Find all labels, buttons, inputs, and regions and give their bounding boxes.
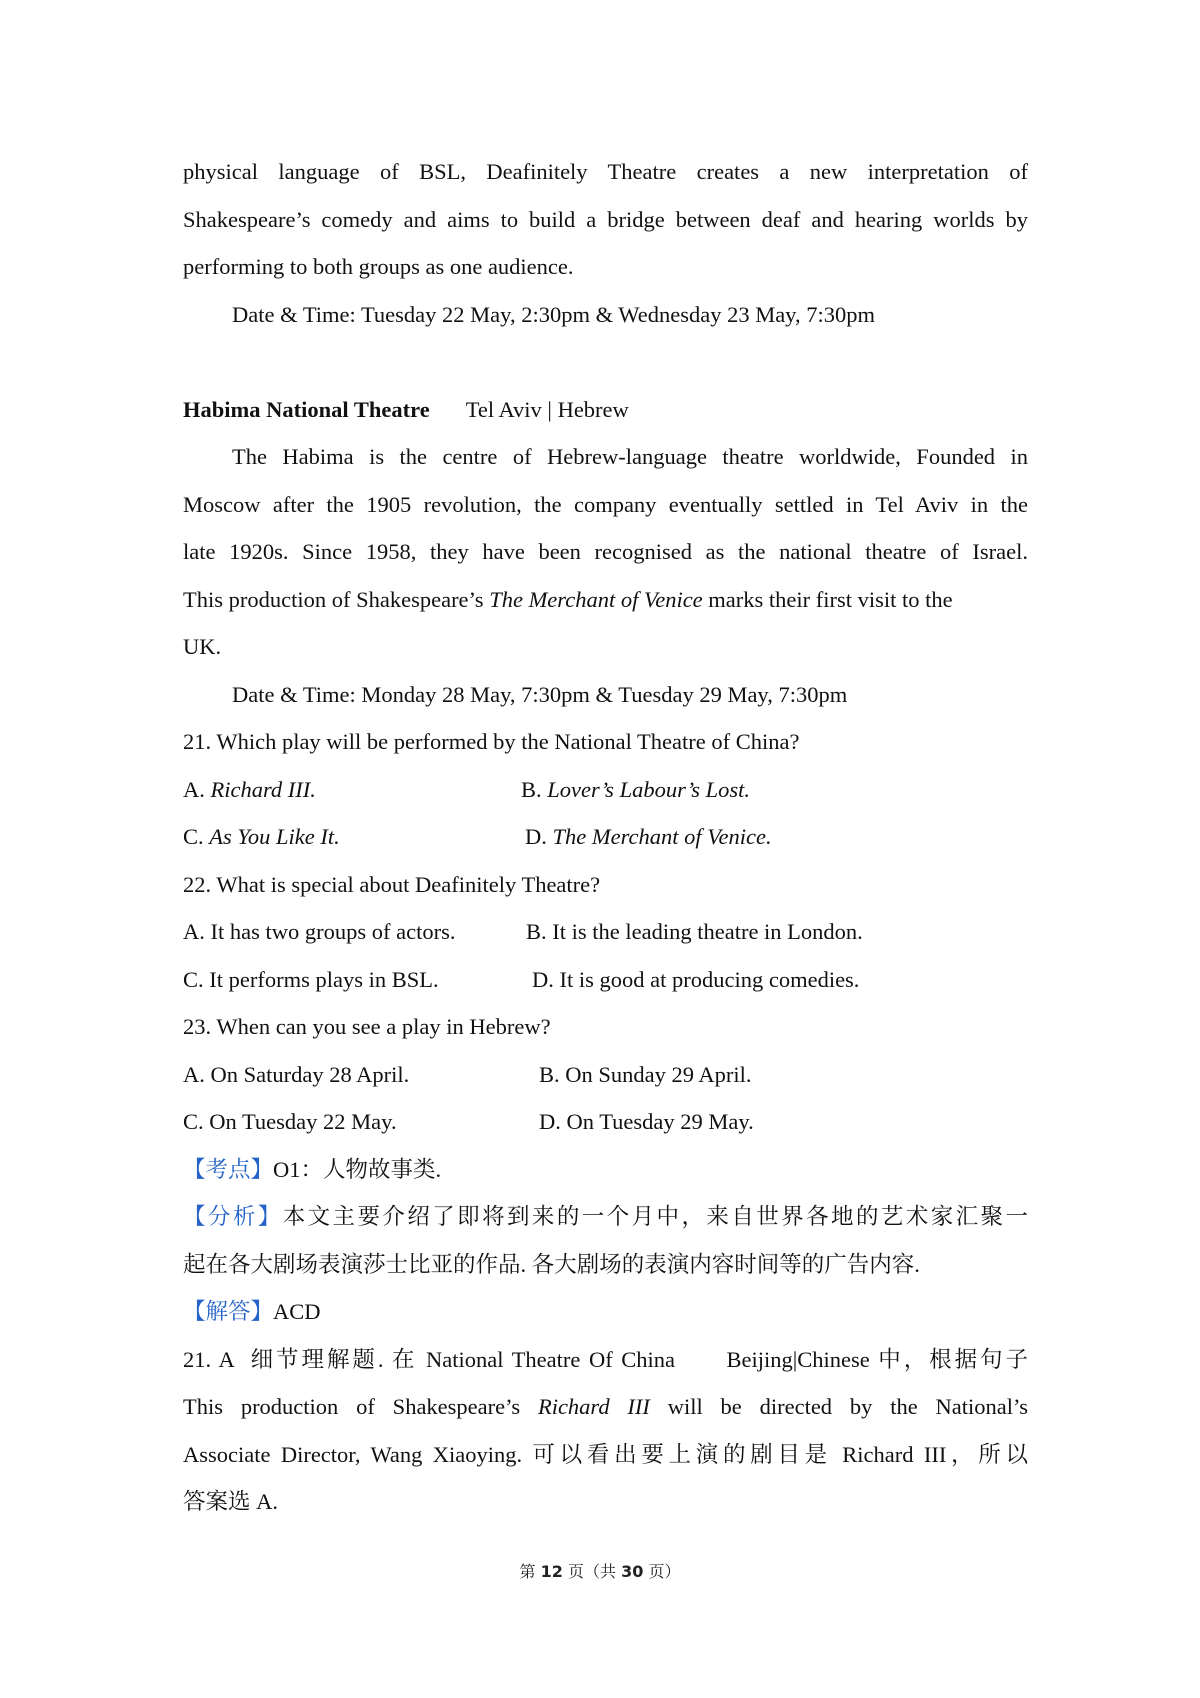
- question-options: [183, 1098, 1028, 1146]
- fenxi-line: 起在各大剧场表演莎士比亚的作品. 各大剧场的表演内容时间等的广告内容.: [183, 1251, 920, 1277]
- kaodian-text: O1：人物故事类.: [273, 1156, 442, 1182]
- play-title: Richard III: [537, 1394, 650, 1419]
- footer-text: 第: [519, 1562, 541, 1581]
- option-letter: B.: [521, 776, 548, 802]
- play-title: The Merchant of Venice: [489, 586, 703, 612]
- date-time-line: Date & Time: Tuesday 22 May, 2:30pm & Wednesday 23 May, 7:30pm: [232, 301, 875, 327]
- jieda-tag: 【解答】: [183, 1299, 274, 1324]
- passage-line: [183, 576, 1028, 624]
- option-text: Richard III.: [210, 776, 316, 802]
- date-time-line: Date & Time: Monday 28 May, 7:30pm & Tuesday 29 May, 7:30pm: [232, 681, 848, 707]
- question-stem: 21. Which play will be performed by the National Theatre of China?: [183, 729, 800, 754]
- page-content: [183, 148, 1028, 1526]
- theatre-name: Habima National Theatre: [183, 396, 430, 422]
- option-letter: C.: [183, 824, 210, 849]
- page-number: 12: [540, 1562, 563, 1581]
- fenxi-tag: 【分析】: [183, 1204, 283, 1229]
- jieda-text: ACD: [273, 1299, 321, 1324]
- fenxi-text: 本文主要介绍了即将到来的一个月中，来自世界各地的艺术家汇聚一: [282, 1204, 1028, 1229]
- text-run: marks their first visit to the: [702, 586, 953, 612]
- passage-line: late 1920s. Since 1958, they have been recognised as the national theatre of Israel.: [183, 539, 1028, 564]
- passage-line: Moscow after the 1905 revolution, the company eventually settled in Tel Aviv in the: [183, 491, 1028, 517]
- passage-line: physical language of BSL, Deafinitely Theatre creates a new interpretation of: [183, 159, 1028, 184]
- text-run: This production of Shakespeare’s: [183, 1394, 538, 1419]
- total-pages: 30: [621, 1562, 644, 1581]
- question-options: [183, 1051, 1028, 1099]
- question-options: [183, 766, 1028, 814]
- explanation-line: 21. A 细节理解题. 在 National Theatre Of China Beijing|Chinese 中，根据句子: [183, 1346, 1028, 1372]
- option-a: A. It has two groups of actors.: [183, 919, 456, 944]
- question-stem: 22. What is special about Deafinitely Theatre?: [183, 871, 601, 897]
- text-run: This production of Shakespeare’s: [183, 586, 490, 612]
- option-b: B. It is the leading theatre in London.: [526, 919, 863, 944]
- question-options: [183, 956, 1028, 1004]
- explanation-line: [183, 1383, 1028, 1431]
- footer-text: 页（共: [562, 1562, 622, 1581]
- option-c: [183, 813, 525, 861]
- option-letter: D.: [525, 824, 553, 849]
- option-d: D. It is good at producing comedies.: [532, 966, 860, 992]
- text-run: will be directed by the National’s: [649, 1394, 1028, 1419]
- page-footer: [0, 1559, 1200, 1582]
- option-text: Lover’s Labour’s Lost.: [547, 776, 751, 802]
- question-options: [183, 908, 1028, 956]
- option-d: [525, 813, 772, 861]
- passage-line: UK.: [183, 634, 222, 659]
- fenxi-line: [183, 1193, 1028, 1241]
- kaodian-line: [183, 1146, 1028, 1194]
- jieda-line: [183, 1288, 1028, 1336]
- passage-line: Shakespeare’s comedy and aims to build a bridge between deaf and hearing worlds by: [183, 206, 1028, 232]
- option-text: As You Like It.: [209, 824, 340, 849]
- kaodian-tag: 【考点】: [183, 1156, 274, 1182]
- option-b: [521, 766, 750, 814]
- option-a: A. On Saturday 28 April.: [183, 1061, 410, 1087]
- option-c: C. It performs plays in BSL.: [183, 966, 439, 992]
- option-b: B. On Sunday 29 April.: [539, 1061, 752, 1087]
- passage-line: The Habima is the centre of Hebrew-language theatre worldwide, Founded in: [232, 444, 1028, 469]
- question-stem: 23. When can you see a play in Hebrew?: [183, 1014, 551, 1039]
- spacer: [183, 338, 1028, 386]
- theatre-location: Tel Aviv | Hebrew: [465, 396, 629, 422]
- option-d: D. On Tuesday 29 May.: [539, 1109, 754, 1134]
- option-text: The Merchant of Venice.: [552, 824, 772, 849]
- explanation-line: 答案选 A.: [183, 1489, 278, 1514]
- theatre-heading: [183, 386, 1028, 434]
- question-options: [183, 813, 1028, 861]
- passage-line: performing to both groups as one audience.: [183, 254, 574, 279]
- option-c: C. On Tuesday 22 May.: [183, 1109, 397, 1134]
- option-letter: A.: [183, 776, 211, 802]
- footer-text: 页）: [643, 1562, 681, 1581]
- option-a: [183, 766, 521, 814]
- explanation-line: Associate Director, Wang Xiaoying. 可以看出要上演的剧目是 Richard III，所以: [183, 1441, 1028, 1467]
